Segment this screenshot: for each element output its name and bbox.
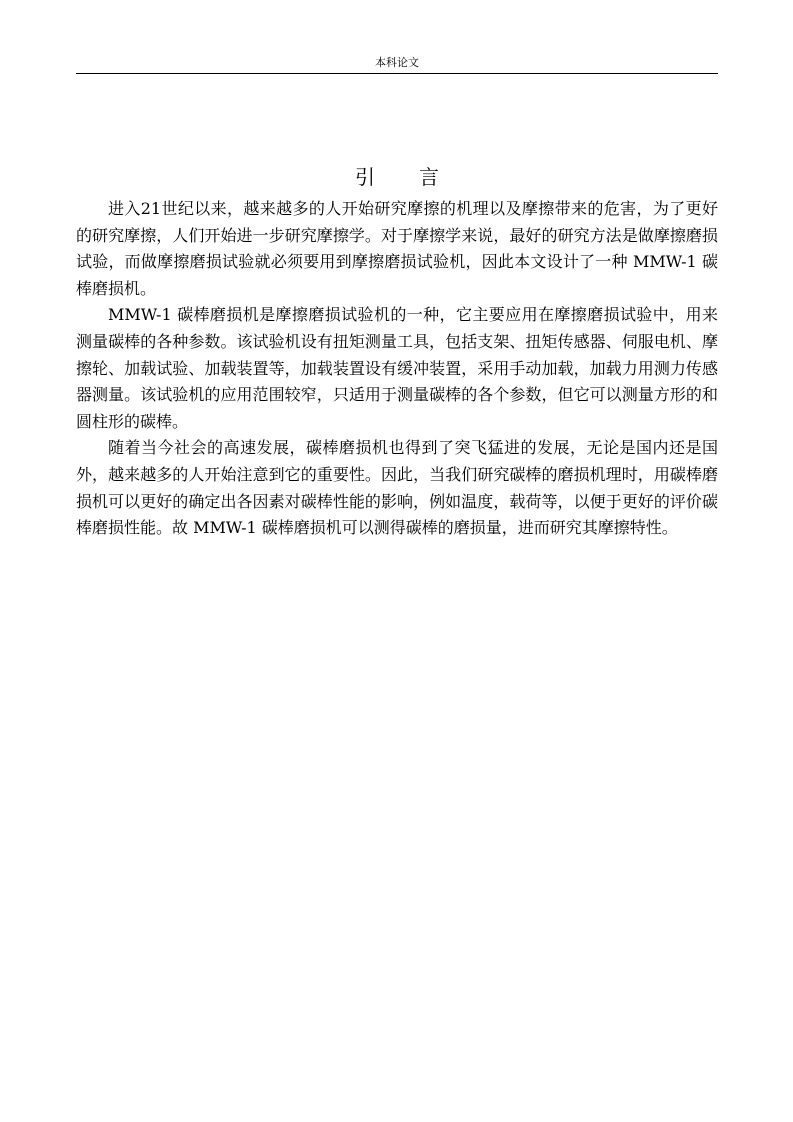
section-title: 引言: [355, 165, 483, 189]
paragraph-1: 进入21世纪以来，越来越多的人开始研究摩擦的机理以及摩擦带来的危害，为了更好的研究摩擦，人们开始进一步研究摩擦学。对于摩擦学来说，最好的研究方法是做摩擦磨损试验，而做摩擦磨损试验就必须要用到摩擦磨损试验机，因此本文设计了一种 MMW-1 碳棒磨损机。: [76, 199, 718, 298]
page-header: 本科论文: [375, 56, 419, 69]
body-text: [76, 196, 718, 542]
paragraph-3: 随着当今社会的高速发展，碳棒磨损机也得到了突飞猛进的发展，无论是国内还是国外，越来越多的人开始注意到它的重要性。因此，当我们研究碳棒的磨损机理时，用碳棒磨损机可以更好的确定出各因素对碳棒性能的影响，例如温度，载荷等，以便于更好的评价碳棒磨损性能。故 MMW-1 碳棒磨损机可以测得碳棒的磨损量，进而研究其摩擦特性。: [76, 438, 718, 538]
paragraph-2: MMW-1 碳棒磨损机是摩擦磨损试验机的一种，它主要应用在摩擦磨损试验中，用来测量碳棒的各种参数。该试验机设有扭矩测量工具，包括支架、扭矩传感器、伺服电机、摩擦轮、加载试验、加载装置等，加载装置设有缓冲装置，采用手动加载，加载力用测力传感器测量。该试验机的应用范围较窄，只适用于测量碳棒的各个参数，但它可以测量方形的和圆柱形的碳棒。: [76, 305, 718, 431]
header-divider: [76, 73, 718, 74]
